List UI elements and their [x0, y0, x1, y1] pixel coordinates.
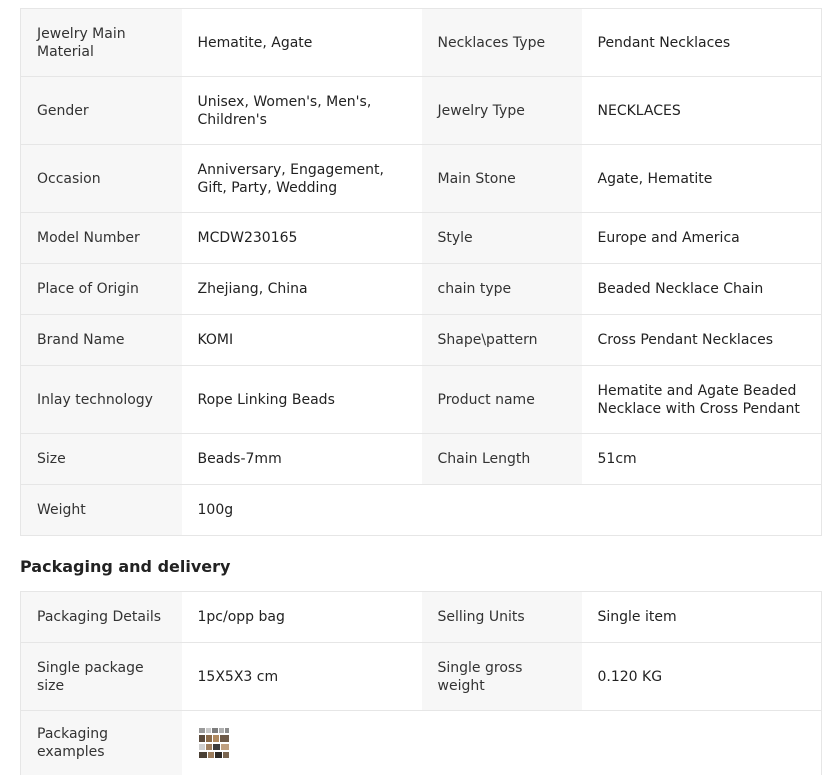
attribute-label: Style — [422, 213, 582, 264]
attribute-value: 51cm — [582, 434, 822, 485]
attribute-label: Inlay technology — [21, 366, 182, 434]
attribute-label: Jewelry Type — [422, 77, 582, 145]
attribute-row — [21, 77, 822, 145]
attribute-row — [21, 485, 822, 536]
attribute-label: Weight — [21, 485, 182, 536]
attributes-table — [20, 8, 822, 536]
packaging-label: Packaging examples — [21, 711, 182, 775]
packaging-row — [21, 711, 822, 775]
attribute-label: Size — [21, 434, 182, 485]
attribute-value: Rope Linking Beads — [182, 366, 422, 434]
attribute-row — [21, 9, 822, 77]
attribute-label: Gender — [21, 77, 182, 145]
packaging-value: 0.120 KG — [582, 643, 822, 711]
attribute-value: Unisex, Women's, Men's, Children's — [182, 77, 422, 145]
packaging-value: 15X5X3 cm — [182, 643, 422, 711]
attribute-label: Necklaces Type — [422, 9, 582, 77]
attribute-label: Main Stone — [422, 145, 582, 213]
packaging-table — [20, 591, 822, 775]
attribute-label: Chain Length — [422, 434, 582, 485]
packaging-value: Single item — [582, 592, 822, 643]
attribute-label: Product name — [422, 366, 582, 434]
attribute-label: Occasion — [21, 145, 182, 213]
attribute-value: MCDW230165 — [182, 213, 422, 264]
attribute-row — [21, 366, 822, 434]
attribute-label: Shape\pattern — [422, 315, 582, 366]
attribute-row — [21, 145, 822, 213]
empty-cell — [422, 485, 822, 536]
attribute-label: chain type — [422, 264, 582, 315]
attribute-value: 100g — [182, 485, 422, 536]
attribute-value: KOMI — [182, 315, 422, 366]
attribute-row — [21, 264, 822, 315]
attribute-row — [21, 434, 822, 485]
attribute-value: Cross Pendant Necklaces — [582, 315, 822, 366]
packaging-row — [21, 643, 822, 711]
attribute-label: Place of Origin — [21, 264, 182, 315]
packaging-value: 1pc/opp bag — [182, 592, 422, 643]
attribute-value: Hematite, Agate — [182, 9, 422, 77]
attribute-label: Model Number — [21, 213, 182, 264]
attribute-value: Hematite and Agate Beaded Necklace with Cross Pendant — [582, 366, 822, 434]
packaging-label: Single package size — [21, 643, 182, 711]
attribute-value: Beaded Necklace Chain — [582, 264, 822, 315]
attribute-label: Jewelry Main Material — [21, 9, 182, 77]
attribute-row — [21, 213, 822, 264]
packaging-examples-cell — [182, 711, 822, 775]
packaging-row — [21, 592, 822, 643]
attribute-row — [21, 315, 822, 366]
packaging-label: Packaging Details — [21, 592, 182, 643]
attribute-value: Europe and America — [582, 213, 822, 264]
attribute-value: Pendant Necklaces — [582, 9, 822, 77]
attribute-value: Anniversary, Engagement, Gift, Party, Wedding — [182, 145, 422, 213]
attribute-value: NECKLACES — [582, 77, 822, 145]
attribute-value: Agate, Hematite — [582, 145, 822, 213]
attribute-label: Brand Name — [21, 315, 182, 366]
packaging-label: Selling Units — [422, 592, 582, 643]
attribute-value: Zhejiang, China — [182, 264, 422, 315]
attribute-value: Beads-7mm — [182, 434, 422, 485]
packaging-section-title: Packaging and delivery — [20, 557, 231, 576]
product-photo-thumbnail-icon[interactable] — [198, 727, 230, 759]
packaging-label: Single gross weight — [422, 643, 582, 711]
